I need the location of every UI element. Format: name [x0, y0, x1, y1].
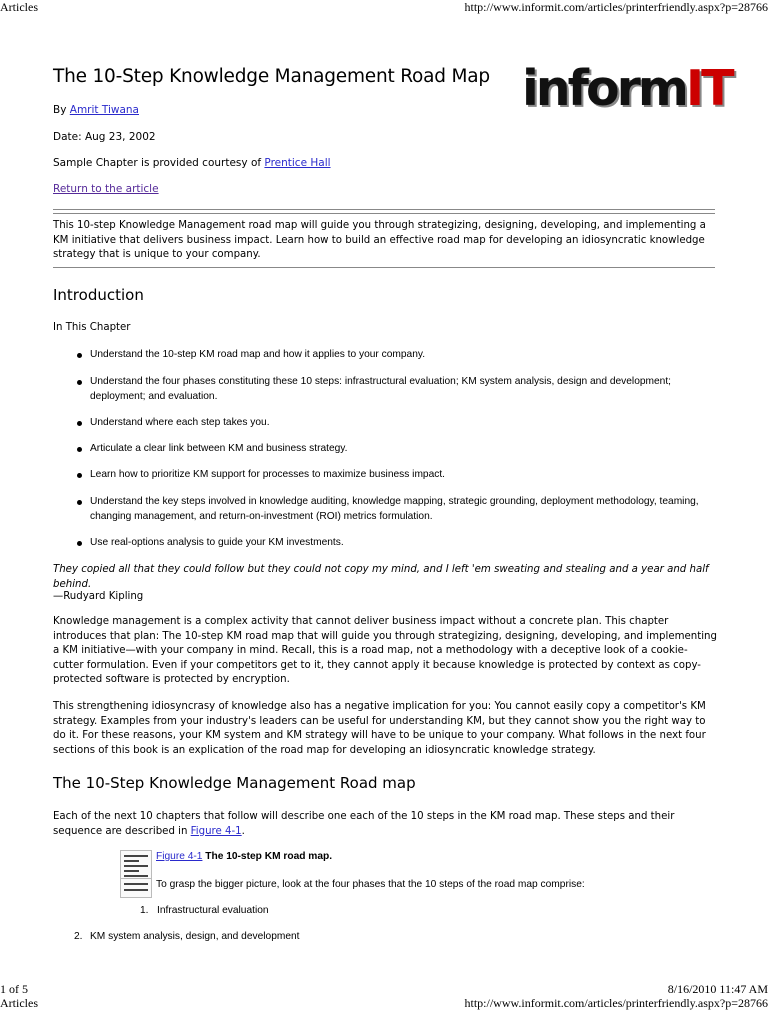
roadmap-intro — [53, 810, 718, 839]
list-item: Articulate a clear link between KM and business strategy. — [53, 442, 718, 457]
logo-word-inform: inform — [522, 60, 686, 117]
roadmap-intro-text: Each of the next 10 chapters that follow will describe one each of the 10 steps in the KM road map. These steps and their sequence are described in — [53, 811, 675, 837]
quote-attribution: —Rudyard Kipling — [53, 591, 144, 602]
intro-paragraph-2: This strengthening idiosyncrasy of knowledge also has a negative implication for you: You cannot easily copy a competitor's KM strategy. Examples from your industry's leaders can be useful for understanding KM, but they cannot show you the right way to do it. For these reasons, your KM system and KM strategy will have to be unique to your company. What follows in the next four sections of this book is an explication of the road map for developing an idiosyncratic knowledge strategy. — [53, 701, 706, 756]
article-title: The 10-Step Knowledge Management Road Map — [53, 66, 490, 87]
article-date: Date: Aug 23, 2002 — [53, 131, 156, 143]
byline — [53, 104, 139, 116]
print-header-url: http://www.informit.com/articles/printerfriendly.aspx?p=28766 — [464, 0, 768, 14]
list-item: Understand the 10-step KM road map and how it applies to your company. — [53, 348, 718, 363]
figure-title: The 10-step KM road map. — [202, 851, 333, 862]
thumb-line — [124, 870, 139, 872]
kipling-quote: They copied all that they could follow but they could not copy my mind, and I left 'em sweating and stealing and a year and half behind. — [53, 564, 709, 590]
figure-ref-link[interactable]: Figure 4-1 — [190, 825, 242, 837]
figure-caption — [156, 850, 332, 864]
print-header-title: Articles — [0, 0, 38, 14]
thumb-line — [124, 855, 148, 857]
list-item: Understand the four phases constituting these 10 steps: infrastructural evaluation; KM system analysis, design and development; deployment; and evaluation. — [53, 375, 718, 404]
author-link[interactable]: Amrit Tiwana — [69, 104, 139, 116]
return-link[interactable]: Return to the article — [53, 183, 159, 195]
byline-prefix: By — [53, 104, 70, 116]
thumb-line — [124, 889, 148, 891]
informit-logo — [522, 60, 732, 117]
thumb-line — [124, 860, 139, 862]
print-header-url: http://www.informit.com/articles/printerfriendly.aspx?p=28766 — [464, 996, 768, 1010]
list-item: Understand where each step takes you. — [53, 416, 718, 431]
return-to-article[interactable] — [53, 183, 159, 195]
logo-word-it: IT — [685, 60, 732, 117]
list-item: Use real-options analysis to guide your KM investments. — [53, 536, 718, 551]
print-header — [0, 0, 768, 14]
thumb-line — [124, 883, 148, 885]
print-datetime: 8/16/2010 11:47 AM — [667, 982, 768, 996]
introduction-heading: Introduction — [53, 286, 144, 304]
figure-description: To grasp the bigger picture, look at the four phases that the 10 steps of the road map comprise: — [156, 879, 585, 890]
print-header-title: Articles — [0, 996, 38, 1010]
publisher-link[interactable]: Prentice Hall — [264, 157, 331, 169]
thumb-line — [124, 865, 148, 867]
courtesy-prefix: Sample Chapter is provided courtesy of — [53, 157, 265, 169]
step-label: Infrastructural evaluation — [157, 905, 269, 916]
step-number: 1. — [140, 905, 149, 916]
print-footer — [0, 982, 768, 996]
step-label: KM system analysis, design, and development — [90, 931, 300, 942]
divider-top — [53, 209, 715, 214]
figure-thumbnail-icon[interactable] — [120, 878, 152, 898]
in-this-chapter: In This Chapter — [53, 322, 131, 333]
print-header-next — [0, 996, 768, 1010]
intro-paragraph-1: Knowledge management is a complex activity that cannot deliver business impact without a concrete plan. This chapter introduces that plan: The 10-step KM road map that will guide you through strategizing, designing, developing, and implementing a KM initiative—with your company in mind. Recall, this is a road map, not a methodology with a deceptive look of a cookie-cutter formulation. Even if your competitors get to it, they cannot apply it because knowledge is protected by context as copy-protected software is protected by encryption. — [53, 616, 717, 685]
page-count: 1 of 5 — [0, 982, 28, 996]
courtesy-line — [53, 157, 331, 169]
list-item: Learn how to prioritize KM support for processes to maximize business impact. — [53, 468, 718, 483]
figure-link[interactable]: Figure 4-1 — [156, 851, 203, 862]
roadmap-heading: The 10-Step Knowledge Management Road map — [53, 774, 416, 792]
divider-bottom — [53, 267, 715, 268]
step-number: 2. — [74, 931, 83, 942]
roadmap-intro-end: . — [241, 825, 245, 837]
list-item: Understand the key steps involved in knowledge auditing, knowledge mapping, strategic grounding, deployment methodology, teaming, changing management, and return-on-investment (ROI) metrics formulation. — [53, 495, 718, 524]
article-summary: This 10-step Knowledge Management road map will guide you through strategizing, designing, developing, and implementing a KM initiative that delivers business impact. Learn how to build an effective road map for developing an idiosyncratic knowledge strategy that is unique to your company. — [53, 220, 706, 260]
thumb-line — [124, 875, 148, 877]
